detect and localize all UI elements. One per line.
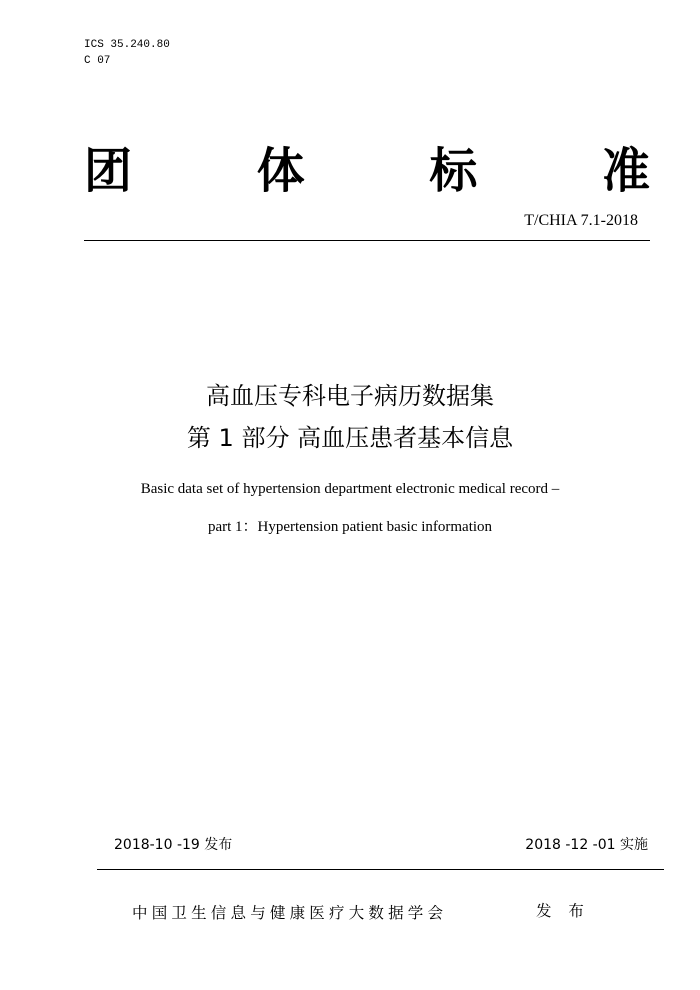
standard-type-heading <box>84 140 650 202</box>
ccs-code: C 07 <box>84 55 111 67</box>
chinese-title-line-1: 高血压专科电子病历数据集 <box>206 382 494 410</box>
implementation-date: 2018 -12 -01 实施 <box>525 837 648 853</box>
bottom-divider <box>97 869 664 870</box>
standard-type-char-3: 标 <box>429 143 478 199</box>
standard-type-char-1: 团 <box>84 143 133 199</box>
standard-type-char-4: 准 <box>601 143 650 199</box>
standard-type-char-2: 体 <box>256 143 305 199</box>
publisher-name: 中国卫生信息与健康医疗大数据学会 <box>132 904 448 922</box>
issue-date: 2018-10 -19 发布 <box>114 837 233 853</box>
classification-block <box>84 37 170 69</box>
english-title-line-2: part 1：Hypertension patient basic information <box>207 519 493 535</box>
chinese-title-line-2: 第 1 部分 高血压患者基本信息 <box>186 424 514 452</box>
standard-code: T/CHIA 7.1-2018 <box>524 212 638 229</box>
english-title-line-1: Basic data set of hypertension department electronic medical record – <box>140 481 560 497</box>
top-divider <box>84 240 650 241</box>
ics-code: ICS 35.240.80 <box>84 39 170 51</box>
publish-label: 发 布 <box>536 902 590 920</box>
